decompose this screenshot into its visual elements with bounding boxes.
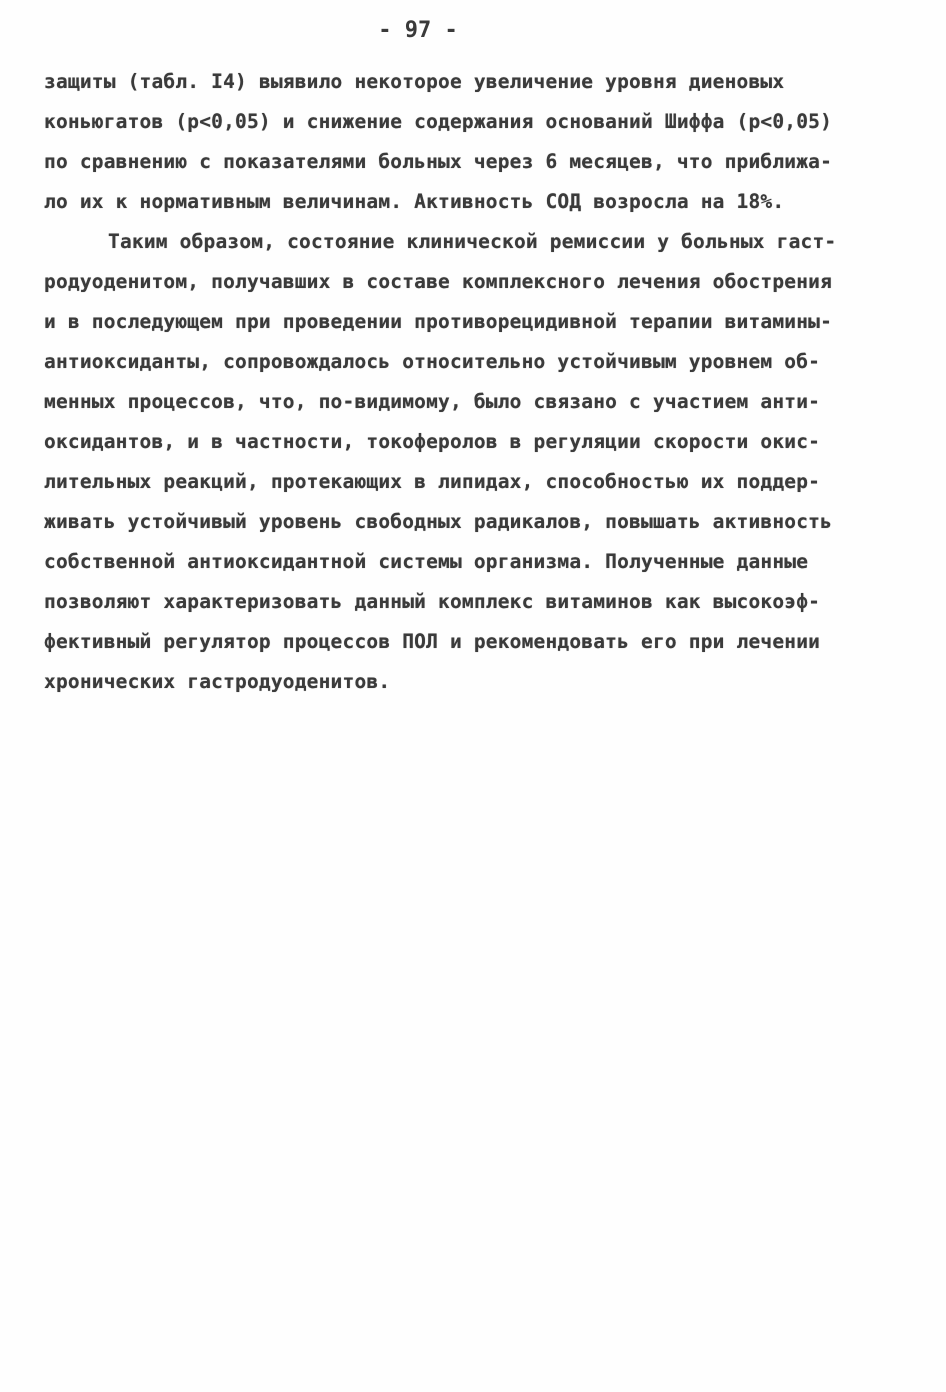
text-line: лительных реакций, протекающих в липидах, способностью их поддер- (44, 470, 821, 493)
paragraph-1 (44, 62, 894, 222)
text-line: живать устойчивый уровень свободных радикалов, повышать активность (44, 510, 833, 533)
text-line: ло их к нормативным величинам. Активность СОД возросла на 18%. (44, 190, 785, 213)
text-line: хронических гастродуоденитов. (44, 670, 391, 693)
text-line: фективный регулятор процессов ПОЛ и рекомендовать его при лечении (44, 630, 821, 653)
text-line: антиоксиданты, сопровождалось относительно устойчивым уровнем об- (44, 350, 821, 373)
text-line: коньюгатов (р<0,05) и снижение содержания оснований Шиффа (р<0,05) (44, 110, 833, 133)
text-line: собственной антиоксидантной системы организма. Полученные данные (44, 550, 809, 573)
text-line: родуоденитом, получавших в составе комплексного лечения обострения (44, 270, 833, 293)
page-number: - 97 - (378, 18, 458, 43)
text-line: Таким образом, состояние клинической ремиссии у больных гаст- (108, 230, 837, 253)
text-line: по сравнению с показателями больных через 6 месяцев, что приближа- (44, 150, 833, 173)
text-line: оксидантов, и в частности, токоферолов в регуляции скорости окис- (44, 430, 821, 453)
text-line: и в последующем при проведении противорецидивной терапии витамины- (44, 310, 833, 333)
body-text (44, 62, 894, 702)
text-line: защиты (табл. I4) выявило некоторое увеличение уровня диеновых (44, 70, 785, 93)
paragraph-2 (44, 222, 894, 702)
text-line: позволяют характеризовать данный комплекс витаминов как высокоэф- (44, 590, 821, 613)
text-line: менных процессов, что, по-видимому, было связано с участием анти- (44, 390, 821, 413)
